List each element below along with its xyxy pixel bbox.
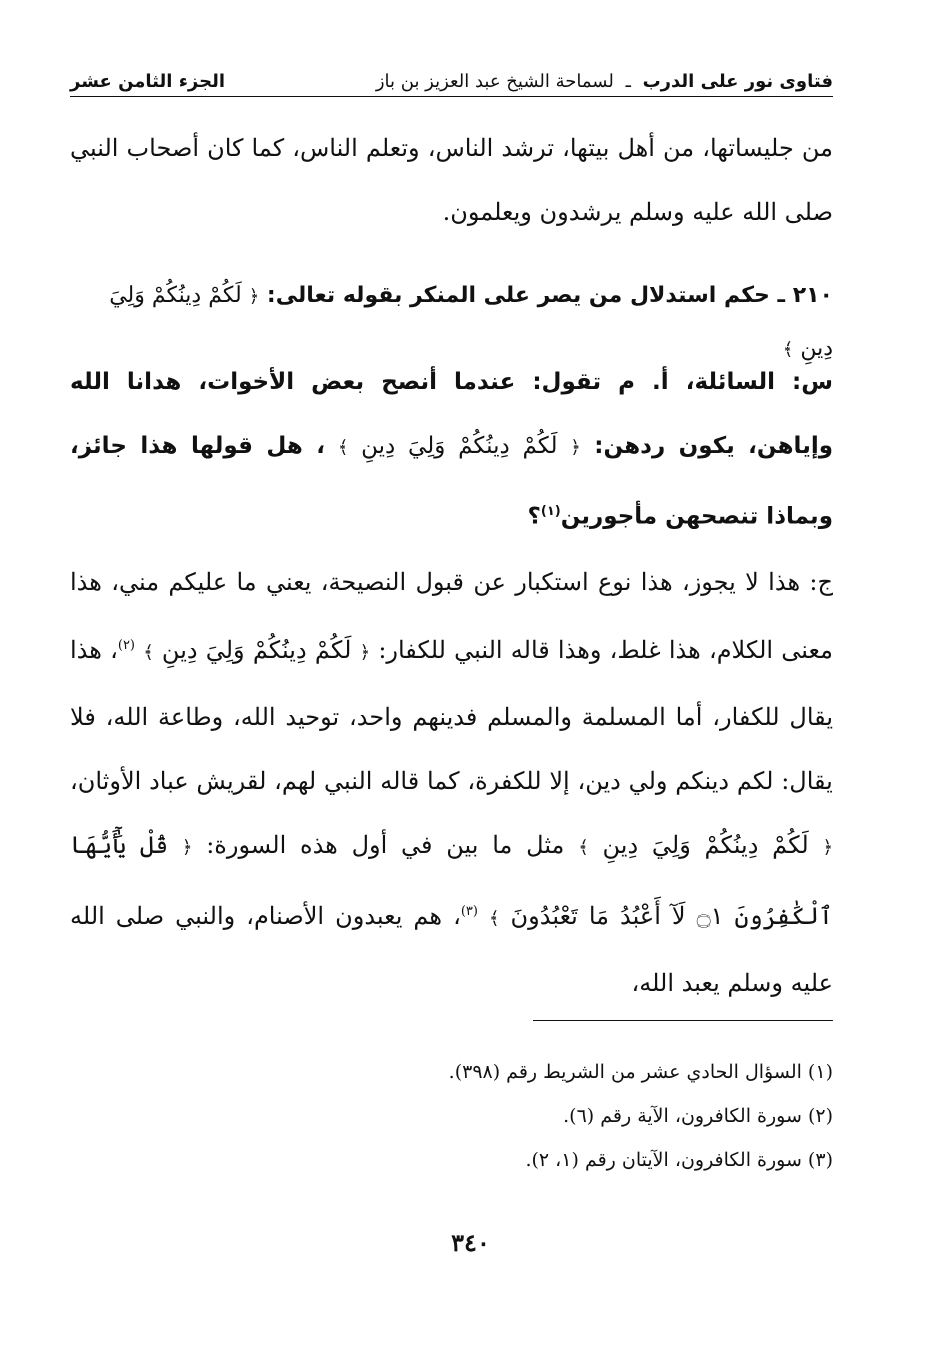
verse-text: لَكُمْ دِينُكُمْ وَلِيَ دِينِ: [109, 283, 833, 361]
verse-text: قُلْ يَٰٓأَيُّهَا ٱلْكَٰفِرُونَ ۝١ لَآ أَعْبُدُ مَا تَعْبُدُونَ: [70, 831, 833, 930]
footnotes: [70, 1050, 833, 1182]
verse-close-ornament: ﴾: [143, 642, 154, 663]
running-header: [70, 66, 833, 97]
verse-open-ornament: ﴿: [570, 437, 581, 458]
section-title-text: حكم استدلال من يصر على المنكر بقوله تعالى:: [266, 283, 770, 308]
author-name: لسماحة الشيخ عبد العزيز بن باز: [375, 70, 614, 92]
answer-verse-1: [135, 636, 370, 664]
answer-text-cont: ، هم يعبدون الأصنام، والنبي صلى الله عليه وسلم يعبد الله،: [70, 902, 833, 997]
answer-verse-2: [564, 831, 833, 859]
verse-close-ornament: ﴾: [488, 908, 500, 929]
footnote-ref: (٣): [460, 904, 478, 919]
verse-text: لَكُمْ دِينُكُمْ وَلِيَ دِينِ: [361, 433, 558, 459]
verse-open-ornament: ﴿: [248, 286, 260, 307]
question-paragraph: [70, 350, 833, 549]
footnote-3: (٣) سورة الكافرون، الآيتان رقم (١، ٢).: [525, 1149, 833, 1171]
book-title: فتاوى نور على الدرب: [642, 70, 833, 92]
answer-paragraph: [70, 550, 833, 1015]
verse-close-ornament: ﴾: [578, 837, 589, 858]
section-number: ٢١٠: [792, 283, 833, 308]
verse-open-ornament: ﴿: [181, 837, 193, 858]
title-dash: ـ: [769, 283, 786, 308]
footnote-2: (٢) سورة الكافرون، الآية رقم (٦).: [563, 1105, 833, 1127]
page-number: ٣٤٠: [451, 1228, 490, 1257]
paragraph-continued: من جليساتها، من أهل بيتها، ترشد الناس، وتعلم الناس، كما كان أصحاب النبي صلى الله عليه وسلم يرشدون ويعلمون.: [70, 134, 833, 226]
question-verse: [325, 433, 581, 459]
footnote-separator: [533, 1020, 833, 1021]
answer-text: ج: هذا لا يجوز، هذا نوع استكبار عن قبول النصيحة، يعني ما عليكم مني، هذا معنى الكلام، هذا غلط، وهذا قاله النبي للكفار:: [70, 568, 833, 664]
header-book-title: [376, 71, 833, 92]
verse-close-ornament: ﴾: [782, 339, 794, 360]
footnote-1: (١) السؤال الحادي عشر من الشريط رقم (٣٩٨).: [448, 1061, 833, 1083]
verse-open-ornament: ﴿: [822, 837, 833, 858]
footnote-ref: (١): [540, 504, 561, 519]
verse-text: لَكُمْ دِينُكُمْ وَلِيَ دِينِ: [161, 636, 352, 664]
header-part: الجزء الثامن عشر: [70, 70, 226, 92]
answer-text-cont: مثل ما بين في أول هذه السورة:: [206, 831, 565, 859]
verse-text: لَكُمْ دِينُكُمْ وَلِيَ دِينِ: [602, 831, 809, 859]
verse-open-ornament: ﴿: [359, 642, 371, 663]
answer-text-cont: ، هذا يقال للكفار، أما المسلمة والمسلم فدينهم واحد، توحيد الله، وطاعة الله، فلا يقال: لكم دينكم ولي دين، إلا للكفرة، كما قاله النبي لهم، لقريش عباد الأوثان،: [70, 636, 833, 795]
question-text-cont: ، هل قولها هذا جائز، وبماذا تنصحهن مأجورين: [70, 433, 833, 530]
footnote-ref: (٢): [117, 638, 135, 653]
question-mark: ؟: [527, 503, 541, 530]
question-text: س: السائلة، أ. م تقول: عندما أنصح بعض الأخوات، هدانا الله وإياهن، يكون ردهن:: [70, 369, 834, 459]
verse-close-ornament: ﴾: [337, 437, 349, 458]
header-dash: ـ: [625, 70, 631, 92]
